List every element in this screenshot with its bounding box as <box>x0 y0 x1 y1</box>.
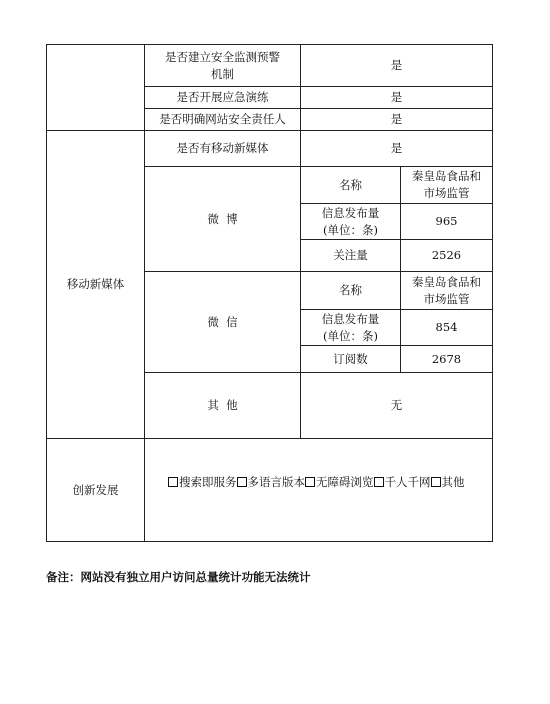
cell-weibo-name-value: 秦皇岛食品和 市场监管 <box>412 169 481 200</box>
cell-monitor-label: 是否建立安全监测预警 机制 <box>165 49 280 81</box>
cell-has-mobile-value: 是 <box>390 141 403 155</box>
checkbox-icon[interactable] <box>237 477 247 487</box>
checkbox-icon[interactable] <box>168 477 178 487</box>
cell-weibo-posts-value: 965 <box>435 214 458 228</box>
footnote: 备注：网站没有独立用户访问总量统计功能无法统计 <box>46 570 311 584</box>
option-personalized[interactable]: 千人千网 <box>374 475 431 489</box>
cell-wechat-title: 微 信 <box>207 314 238 329</box>
cell-drill-label: 是否开展应急演练 <box>176 90 269 104</box>
cell-mobile-section: 移动新媒体 <box>66 277 125 291</box>
border-right <box>492 44 493 542</box>
checkbox-icon[interactable] <box>374 477 384 487</box>
checkbox-icon[interactable] <box>305 477 315 487</box>
innovation-options <box>168 474 465 490</box>
cell-other-value: 无 <box>390 398 403 412</box>
cell-wechat-sub-value: 2678 <box>431 351 462 366</box>
cell-wechat-posts-label: 信息发布量 (单位：条) <box>321 311 380 343</box>
cell-weibo-follow-label: 关注量 <box>333 248 368 262</box>
cell-wechat-name-value: 秦皇岛食品和 市场监管 <box>412 274 481 306</box>
cell-wechat-sub-label: 订阅数 <box>333 351 368 366</box>
cell-other-label: 其 他 <box>207 398 238 412</box>
cell-weibo-title: 微 博 <box>207 211 238 226</box>
cell-weibo-name-label: 名称 <box>339 177 362 192</box>
checkbox-icon[interactable] <box>431 477 441 487</box>
cell-wechat-name-label: 名称 <box>339 283 362 297</box>
cell-innovation-section: 创新发展 <box>72 482 119 497</box>
option-multilang[interactable]: 多语言版本 <box>237 475 306 489</box>
cell-has-mobile-label: 是否有移动新媒体 <box>176 141 269 155</box>
cell-monitor-value: 是 <box>390 58 403 72</box>
option-other[interactable]: 其他 <box>431 475 465 489</box>
cell-weibo-follow-value: 2526 <box>431 248 462 262</box>
cell-weibo-posts-label: 信息发布量 (单位：条) <box>321 205 380 237</box>
cell-owner-label: 是否明确网站安全责任人 <box>159 112 286 126</box>
option-accessible[interactable]: 无障碍浏览 <box>305 475 374 489</box>
cell-owner-value: 是 <box>390 112 403 126</box>
cell-wechat-posts-value: 854 <box>435 320 458 334</box>
border-bottom <box>46 541 493 542</box>
option-search[interactable]: 搜索即服务 <box>168 475 237 489</box>
cell-drill-value: 是 <box>390 90 403 104</box>
